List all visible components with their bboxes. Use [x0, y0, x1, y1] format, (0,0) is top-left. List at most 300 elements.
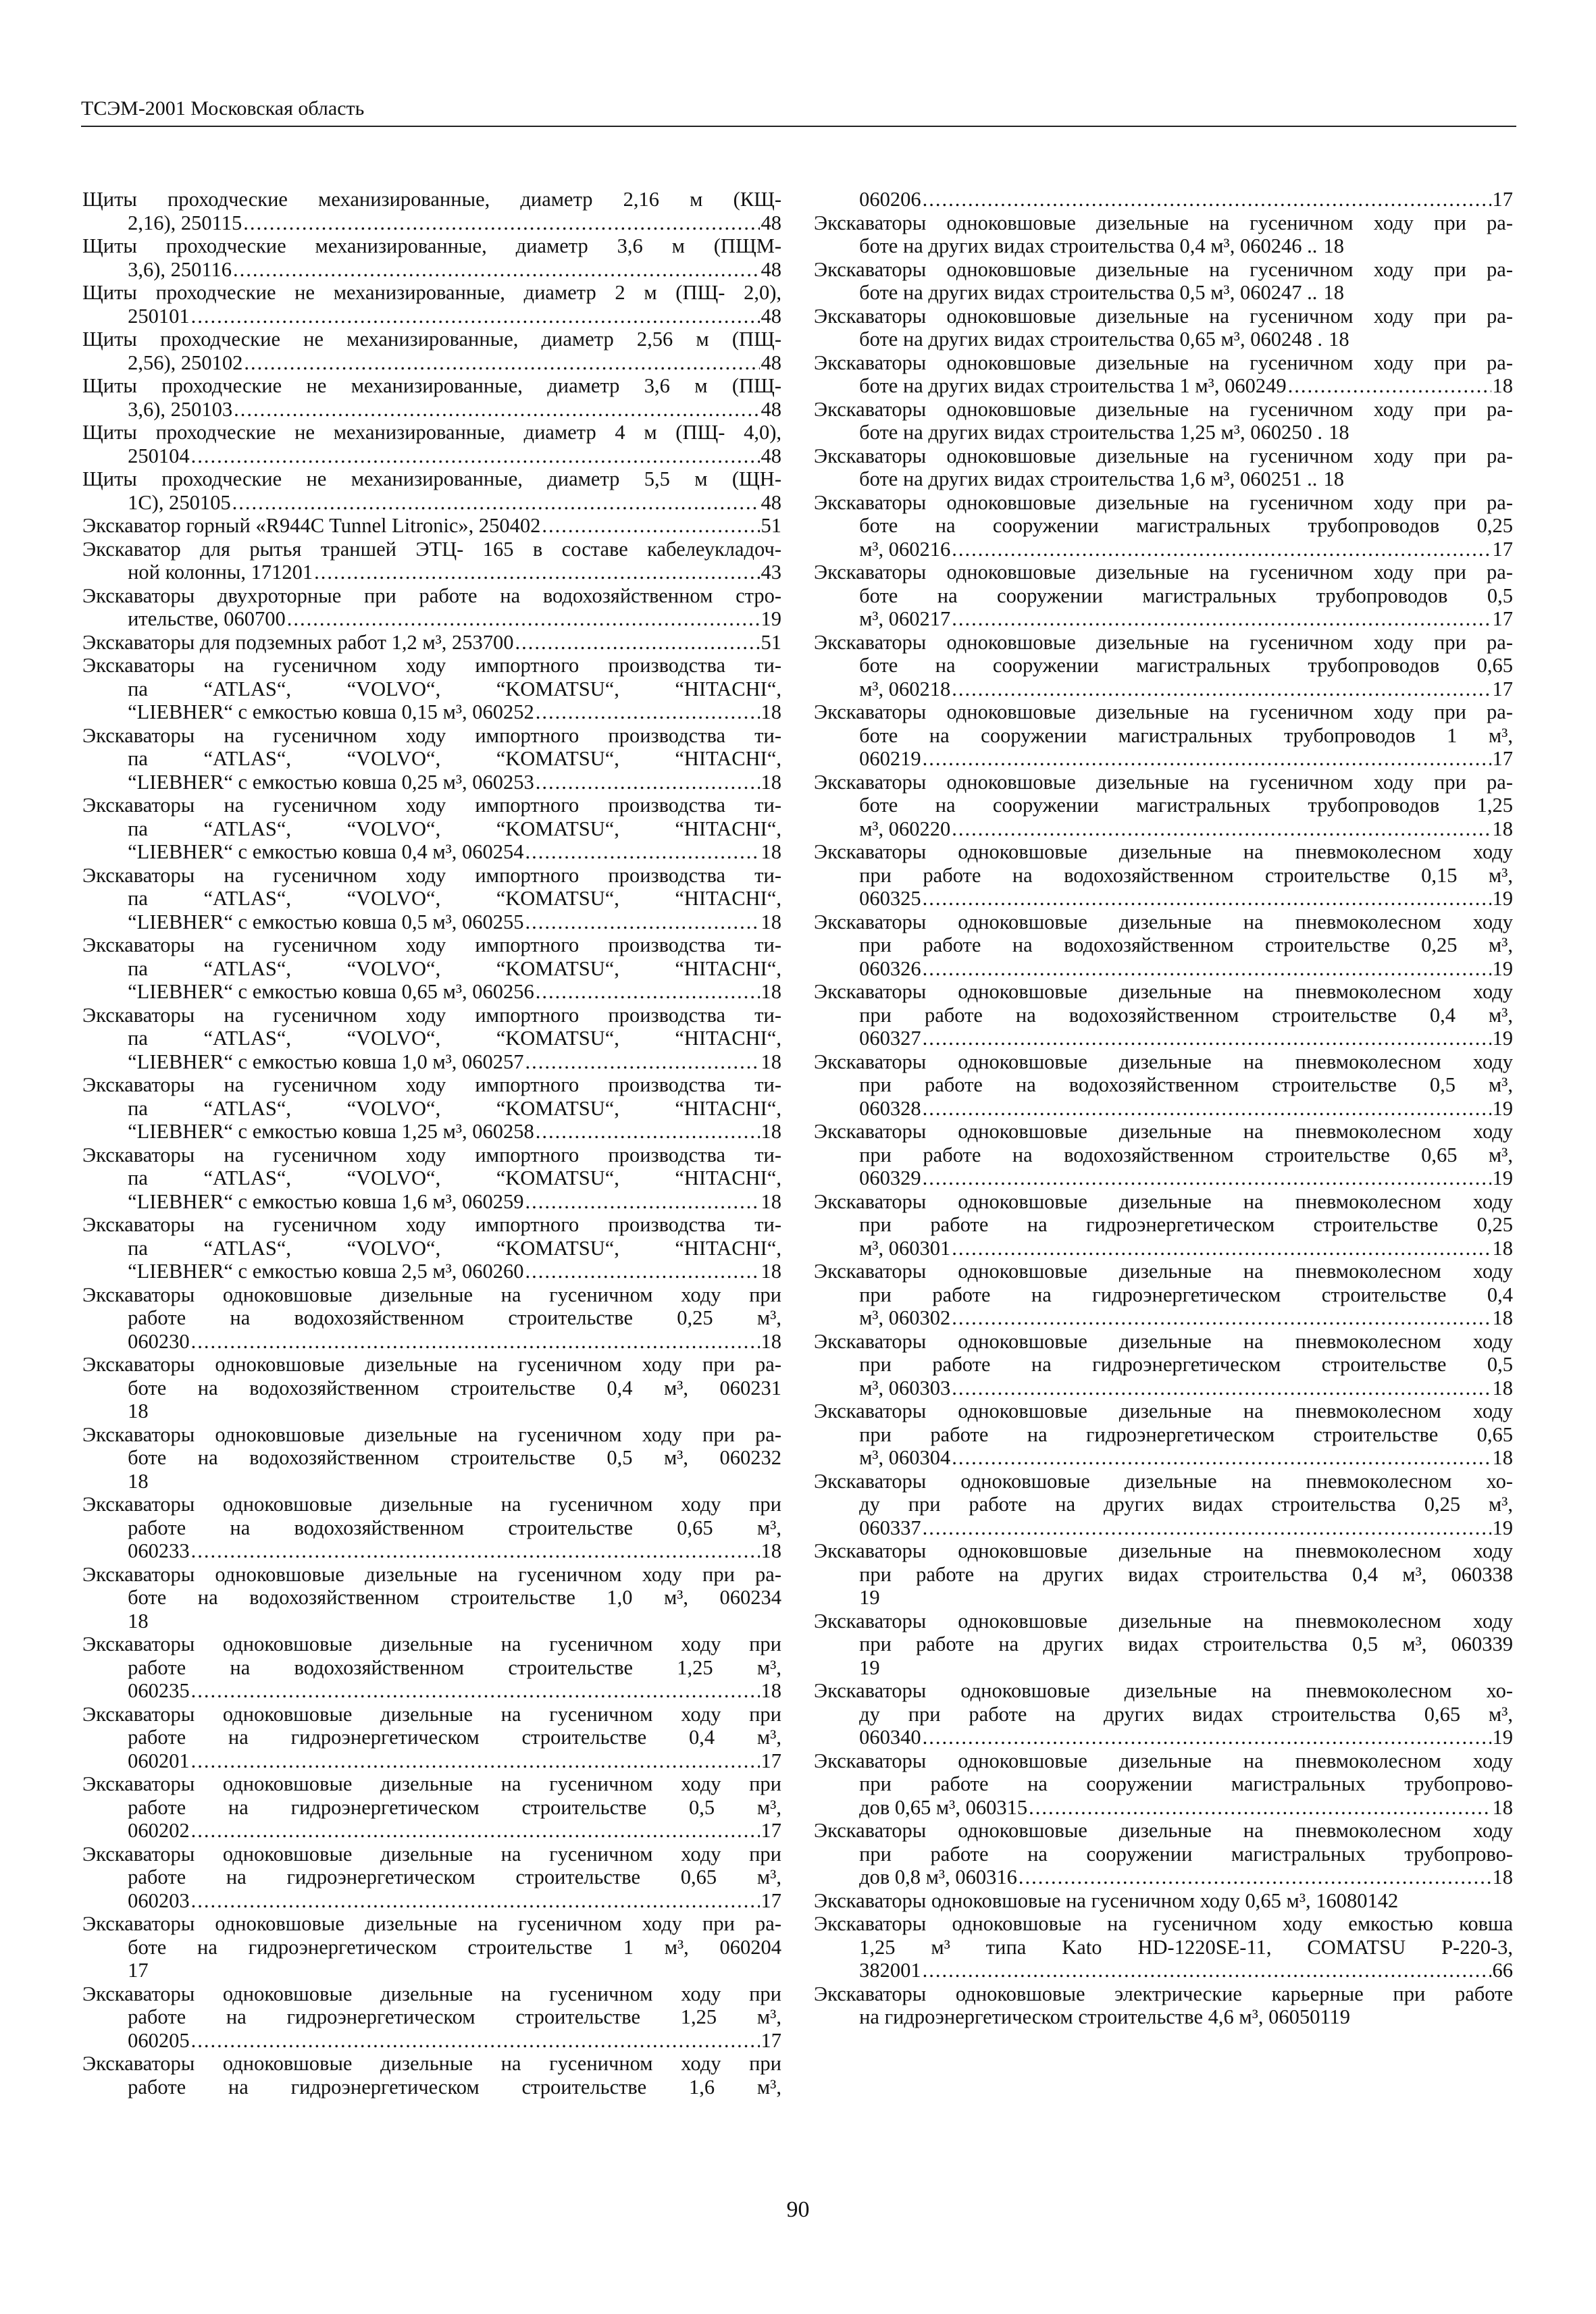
index-entry	[814, 1470, 1513, 1540]
index-entry-last-line	[859, 817, 1513, 841]
running-header: ТСЭМ-2001 Московская область	[81, 97, 365, 120]
index-entry-text: 3,6), 250116	[128, 257, 232, 281]
index-entry-continuation: боте на водохозяйственном строительстве 0,4 м³, 060231	[128, 1376, 781, 1399]
index-entry-text: “LIEBHER“ с емкостью ковша 1,6 м³, 060259	[128, 1189, 524, 1213]
index-column-left	[82, 188, 781, 2099]
index-page-ref: 19	[761, 607, 781, 630]
index-entry	[82, 864, 781, 934]
dot-leader	[191, 1889, 760, 1913]
index-entry-text: 060329	[859, 1166, 921, 1189]
index-page-ref: 48	[761, 490, 781, 514]
index-entry-heading: Экскаваторы одноковшовые дизельные на гусеничном ходу при ра-	[814, 630, 1513, 654]
index-entry-continuation: при работе на водохозяйственном строительстве 0,15 м³,	[859, 863, 1513, 887]
index-entry-text: боте на других видах строительства 0,5 м³, 060247 ..	[859, 281, 1318, 304]
index-entry-text: 060201	[128, 1749, 190, 1772]
index-entry-heading: Экскаваторы на гусеничном ходу импортного производства ти-	[82, 1213, 781, 1236]
index-entry-last-line	[128, 1050, 781, 1074]
index-entry	[814, 631, 1513, 701]
dot-leader	[923, 1027, 1491, 1050]
index-entry-heading: Экскаваторы одноковшовые дизельные на гусеничном ходу при ра-	[814, 770, 1513, 794]
index-entry	[82, 188, 781, 234]
index-entry-last-line	[128, 1749, 781, 1773]
index-entry-last-line	[128, 980, 781, 1004]
index-entry	[82, 467, 781, 514]
dot-leader	[923, 1959, 1491, 1982]
index-entry	[814, 561, 1513, 631]
index-entry-last-line	[859, 1516, 1513, 1540]
index-page-ref: 19	[1492, 956, 1513, 980]
index-entry-last-line	[128, 771, 781, 794]
dot-leader	[191, 1539, 760, 1563]
index-entry-continuation: при работе на гидроэнергетическом строительстве 0,65	[859, 1422, 1513, 1446]
dot-leader	[923, 1166, 1491, 1190]
index-entry-last-line	[128, 305, 781, 328]
index-entry	[814, 258, 1513, 305]
index-entry-last-line	[814, 1889, 1513, 1913]
index-entry-text: м³, 060303	[859, 1376, 951, 1399]
index-entry-heading: Экскаваторы одноковшовые дизельные на гусеничном ходу при ра-	[82, 1353, 781, 1376]
index-entry	[814, 1679, 1513, 1749]
index-entry-last-line	[859, 421, 1513, 444]
index-entry-heading: Экскаваторы одноковшовые электрические карьерные при работе	[814, 1982, 1513, 2005]
index-page-ref: 19	[1492, 1166, 1513, 1189]
index-page-ref: 18	[1329, 421, 1349, 444]
index-entry-text: ительстве, 060700	[128, 607, 286, 630]
index-entry-last-line	[128, 398, 781, 421]
index-entry-continuation: боте на гидроэнергетическом строительстве 1 м³, 060204	[128, 1935, 781, 1959]
index-entry-text: 060326	[859, 956, 921, 980]
index-entry-text: “LIEBHER“ с емкостью ковша 0,15 м³, 060252	[128, 700, 534, 723]
dot-leader	[923, 1726, 1491, 1749]
index-page-ref: 17	[1492, 607, 1513, 630]
index-entry-last-line	[128, 1190, 781, 1214]
index-entry-text: 060325	[859, 887, 921, 910]
index-entry-continuation: при работе на сооружении магистральных трубопрово-	[859, 1842, 1513, 1866]
index-entry-continuation: па “ATLAS“, “VOLVO“, “KOMATSU“, “HITACHI“,	[128, 956, 781, 980]
index-entry	[814, 1982, 1513, 2029]
index-page-ref: 18	[1323, 281, 1344, 304]
index-entry-last-line	[859, 1796, 1513, 1820]
index-entry	[82, 1073, 781, 1143]
index-entry-heading: Экскаваторы одноковшовые дизельные на пневмоколесном ходу	[814, 1609, 1513, 1632]
dot-leader	[233, 258, 760, 282]
index-entry-continuation: па “ATLAS“, “VOLVO“, “KOMATSU“, “HITACHI“,	[128, 1166, 781, 1189]
index-entry-continuation: работе на гидроэнергетическом строительстве 0,5 м³,	[128, 1795, 781, 1819]
dot-leader	[952, 538, 1491, 561]
index-entry-heading: Экскаваторы одноковшовые дизельные на гусеничном ходу при ра-	[814, 351, 1513, 374]
index-page-ref: 18	[1492, 1866, 1513, 1888]
dot-leader	[1288, 374, 1491, 398]
index-entry-last-line	[82, 631, 781, 654]
index-entry-heading: Щиты проходческие механизированные, диаметр 3,6 м (ПЩМ-	[82, 234, 781, 257]
index-entry	[82, 1912, 781, 1982]
index-entry-text: 17	[128, 1959, 149, 1982]
index-entry-last-line	[128, 2029, 781, 2053]
index-entry	[814, 1260, 1513, 1330]
index-entry-continuation: 1,25 м³ типа Kato HD-1220SE-11, COMATSU P-220-3,	[859, 1935, 1513, 1959]
index-entry-text: 060230	[128, 1329, 190, 1353]
dot-leader	[923, 957, 1491, 981]
index-entry	[814, 491, 1513, 561]
index-entry-text: 060206	[859, 188, 921, 211]
index-page-ref: 17	[761, 1749, 781, 1772]
dot-leader	[923, 887, 1491, 910]
index-entry-text: 250101	[128, 304, 190, 328]
index-entry	[814, 980, 1513, 1050]
index-entry-text: 060235	[128, 1679, 190, 1702]
index-entry-continuation: боте на сооружении магистральных трубопроводов 1 м³,	[859, 723, 1513, 747]
index-entry	[814, 771, 1513, 841]
index-entry-heading: Экскаваторы одноковшовые дизельные на гусеничном ходу при ра-	[82, 1562, 781, 1586]
index-entry-continuation: боте на сооружении магистральных трубопроводов 0,25	[859, 514, 1513, 537]
index-entry-text: м³, 060220	[859, 817, 951, 840]
index-entry-last-line	[128, 258, 781, 282]
index-entry-text: 1С), 250105	[128, 490, 231, 514]
index-entry	[814, 1889, 1513, 1913]
index-entry-last-line	[859, 1726, 1513, 1749]
index-entry-heading: Экскаваторы одноковшовые дизельные на гусеничном ходу при	[82, 1632, 781, 1655]
dot-leader	[314, 561, 759, 584]
index-entry-text: Экскаваторы одноковшовые на гусеничном ходу 0,65 м³, 16080142	[814, 1888, 1399, 1912]
index-entry-last-line	[859, 1097, 1513, 1121]
dot-leader	[525, 910, 760, 934]
index-entry-heading: Экскаваторы на гусеничном ходу импортного производства ти-	[82, 1073, 781, 1096]
index-entry	[82, 281, 781, 328]
index-entry-heading: Экскаваторы одноковшовые дизельные на пневмоколесном ходу	[814, 980, 1513, 1003]
index-entry-text: на гидроэнергетическом строительстве 4,6 м³, 06050119	[859, 2005, 1350, 2028]
index-entry-continuation: па “ATLAS“, “VOLVO“, “KOMATSU“, “HITACHI“,	[128, 887, 781, 910]
index-page-ref: 18	[761, 1189, 781, 1213]
index-page-ref: 18	[761, 980, 781, 1003]
index-entry-last-line	[128, 1610, 781, 1633]
dot-leader	[542, 514, 759, 538]
index-entry-text: “LIEBHER“ с емкостью ковша 2,5 м³, 060260	[128, 1260, 524, 1283]
index-entry-text: боте на других видах строительства 0,65 м³, 060248 .	[859, 328, 1322, 351]
index-page-ref: 18	[761, 1679, 781, 1702]
index-entry-continuation: ду при работе на других видах строительства 0,65 м³,	[859, 1702, 1513, 1726]
index-entry-continuation: па “ATLAS“, “VOLVO“, “KOMATSU“, “HITACHI“,	[128, 1096, 781, 1120]
dot-leader	[525, 840, 760, 864]
index-entry	[82, 654, 781, 724]
index-entry-continuation: боте на водохозяйственном строительстве 1,0 м³, 060234	[128, 1586, 781, 1609]
index-page-ref: 18	[761, 1260, 781, 1283]
index-entry-heading: Экскаваторы одноковшовые дизельные на гусеничном ходу при ра-	[814, 444, 1513, 467]
index-entry-last-line	[82, 514, 781, 538]
index-entry	[82, 584, 781, 631]
index-entry-heading: Экскаваторы одноковшовые дизельные на пневмоколесном ходу	[814, 1120, 1513, 1143]
index-entry-heading: Экскаваторы двухроторные при работе на водохозяйственном стро-	[82, 584, 781, 607]
index-entry-last-line	[128, 700, 781, 724]
index-entry	[814, 351, 1513, 398]
index-entry-text: м³, 060302	[859, 1306, 951, 1329]
index-page-ref: 18	[1323, 467, 1344, 490]
index-entry	[82, 631, 781, 654]
index-entry	[82, 1004, 781, 1074]
index-entry-heading: Экскаваторы одноковшовые на гусеничном ходу емкостью ковша	[814, 1912, 1513, 1935]
index-entry-text: “LIEBHER“ с емкостью ковша 1,0 м³, 060257	[128, 1050, 524, 1073]
index-entry-last-line	[128, 351, 781, 375]
dot-leader	[1029, 1796, 1491, 1820]
index-entry-heading: Щиты проходческие не механизированные, диаметр 2 м (ПЩ- 2,0),	[82, 281, 781, 304]
index-entry	[814, 1610, 1513, 1680]
index-entry-last-line	[128, 444, 781, 468]
dot-leader	[923, 1516, 1491, 1540]
index-entry-text: 060340	[859, 1726, 921, 1749]
index-entry	[814, 1539, 1513, 1610]
index-entry	[814, 1050, 1513, 1121]
index-entry-continuation: при работе на гидроэнергетическом строительстве 0,5	[859, 1353, 1513, 1376]
index-entry	[82, 2052, 781, 2099]
index-page-ref: 17	[761, 1888, 781, 1912]
index-entry-heading: Экскаваторы одноковшовые дизельные на гусеничном ходу при	[82, 1772, 781, 1795]
dot-leader	[234, 398, 759, 421]
dot-leader	[1019, 1866, 1491, 1889]
index-entry	[814, 211, 1513, 258]
index-entry-last-line	[859, 1166, 1513, 1190]
index-entry-continuation: при работе на сооружении магистральных трубопрово-	[859, 1772, 1513, 1795]
index-entry-last-line	[859, 747, 1513, 771]
index-entry	[82, 1563, 781, 1633]
index-entry-heading: Экскаваторы одноковшовые дизельные на пневмоколесном ходу	[814, 1050, 1513, 1073]
index-entry-text: 060219	[859, 747, 921, 770]
index-entry	[82, 538, 781, 584]
index-entry-heading: Экскаваторы одноковшовые дизельные на гусеничном ходу при	[82, 2052, 781, 2075]
index-page-ref: 51	[761, 514, 781, 537]
index-entry-heading: Экскаваторы на гусеничном ходу импортного производства ти-	[82, 723, 781, 747]
index-entry	[814, 840, 1513, 910]
index-entry	[814, 1912, 1513, 1982]
index-entry-last-line	[859, 281, 1513, 305]
index-entry-heading: Экскаваторы одноковшовые дизельные на гусеничном ходу при ра-	[814, 700, 1513, 723]
index-entry	[814, 398, 1513, 444]
index-entry-text: м³, 060217	[859, 607, 951, 630]
index-page-ref: 17	[1492, 747, 1513, 770]
index-entry-heading: Экскаваторы одноковшовые дизельные на гусеничном ходу при	[82, 1842, 781, 1866]
index-entry	[82, 1982, 781, 2053]
dot-leader	[525, 1260, 760, 1283]
index-entry-text: Экскаватор горный «R944C Tunnel Litronic», 250402	[82, 514, 541, 537]
index-entry-last-line	[859, 957, 1513, 981]
dot-leader	[191, 305, 760, 328]
index-entry-text: м³, 060216	[859, 537, 951, 561]
dot-leader	[536, 980, 760, 1004]
index-entry-heading: Экскаваторы на гусеничном ходу импортного производства ти-	[82, 794, 781, 817]
index-entry-last-line	[859, 1377, 1513, 1400]
index-page-ref: 17	[1492, 677, 1513, 700]
index-entry-heading: Экскаваторы одноковшовые дизельные на пневмоколесном ходу	[814, 1399, 1513, 1422]
index-entry	[82, 933, 781, 1004]
index-entry	[82, 1423, 781, 1493]
index-entry-heading: Экскаваторы одноковшовые дизельные на гусеничном ходу при ра-	[82, 1912, 781, 1935]
index-page-ref: 48	[761, 397, 781, 421]
index-page-ref: 18	[761, 700, 781, 723]
index-entry-heading: Экскаваторы одноковшовые дизельные на пневмоколесном ходу	[814, 910, 1513, 933]
index-entry-last-line	[859, 1656, 1513, 1680]
dot-leader	[923, 188, 1491, 211]
index-entry-last-line	[128, 1889, 781, 1913]
index-entry-heading: Экскаваторы одноковшовые дизельные на гусеничном ходу при ра-	[814, 211, 1513, 234]
index-entry-last-line	[859, 467, 1513, 491]
index-entry-last-line	[128, 910, 781, 934]
index-entry-last-line	[859, 1027, 1513, 1050]
index-entry-heading: Экскаваторы одноковшовые дизельные на пневмоколесном ходу	[814, 840, 1513, 863]
index-page-ref: 66	[1492, 1959, 1513, 1982]
index-entry-continuation: работе на гидроэнергетическом строительстве 1,25 м³,	[128, 2005, 781, 2028]
index-entry	[82, 1493, 781, 1563]
index-entry-text: “LIEBHER“ с емкостью ковша 0,4 м³, 060254	[128, 840, 524, 863]
dot-leader	[191, 1819, 760, 1843]
index-page-ref: 17	[1492, 537, 1513, 561]
dot-leader	[952, 607, 1491, 631]
index-entry-heading: Щиты проходческие не механизированные, диаметр 5,5 м (ЩН-	[82, 467, 781, 490]
dot-leader	[536, 700, 760, 724]
dot-leader	[243, 211, 759, 235]
index-entry-text: 060337	[859, 1516, 921, 1539]
index-page-ref: 18	[1492, 1446, 1513, 1469]
dot-leader	[232, 491, 760, 515]
index-page-ref: 18	[761, 840, 781, 863]
index-page-ref: 18	[1329, 328, 1349, 351]
index-entry-text: Экскаваторы для подземных работ 1,2 м³, 253700	[82, 630, 514, 654]
index-entry-heading: Экскаваторы одноковшовые дизельные на гусеничном ходу при ра-	[814, 304, 1513, 328]
index-entry-last-line	[128, 561, 781, 584]
index-page-ref: 18	[1492, 374, 1513, 397]
index-entry	[82, 794, 781, 864]
index-page-ref: 48	[761, 304, 781, 328]
index-entry-heading: Экскаваторы одноковшовые дизельные на пневмоколесном ходу	[814, 1260, 1513, 1283]
index-entry-continuation: при работе на других видах строительства 0,5 м³, 060339	[859, 1632, 1513, 1655]
index-entry-continuation: па “ATLAS“, “VOLVO“, “KOMATSU“, “HITACHI“,	[128, 747, 781, 770]
index-entry-continuation: работе на водохозяйственном строительстве 0,25 м³,	[128, 1306, 781, 1329]
index-entry-heading: Щиты проходческие не механизированные, диаметр 2,56 м (ПЩ-	[82, 328, 781, 351]
index-entry	[82, 1843, 781, 1913]
index-entry-continuation: при работе на водохозяйственном строительстве 0,65 м³,	[859, 1143, 1513, 1166]
dot-leader	[952, 1306, 1491, 1330]
dot-leader	[952, 817, 1491, 841]
index-entry	[814, 1819, 1513, 1889]
index-entry-heading: Экскаваторы одноковшовые дизельные на гусеничном ходу при ра-	[814, 397, 1513, 421]
index-entry-last-line	[859, 538, 1513, 561]
index-entry-heading: Экскаваторы одноковшовые дизельные на гусеничном ходу при ра-	[814, 561, 1513, 584]
index-entry-text: 2,56), 250102	[128, 351, 243, 374]
index-entry-continuation: па “ATLAS“, “VOLVO“, “KOMATSU“, “HITACHI“,	[128, 817, 781, 840]
dot-leader	[525, 1190, 760, 1214]
index-entry-continuation: работе на водохозяйственном строительстве 1,25 м³,	[128, 1655, 781, 1679]
index-entry-text: м³, 060304	[859, 1446, 951, 1469]
index-entry-last-line	[859, 1306, 1513, 1330]
index-entry-text: 060202	[128, 1819, 190, 1842]
index-entry	[82, 1143, 781, 1214]
index-entry-text: боте на других видах строительства 0,4 м³, 060246 ..	[859, 234, 1318, 257]
index-page-ref: 43	[761, 561, 781, 584]
index-entry-heading: Экскаваторы одноковшовые дизельные на гусеничном ходу при ра-	[82, 1422, 781, 1446]
index-entry	[82, 1353, 781, 1423]
index-entry-text: 19	[859, 1655, 880, 1679]
index-entry-last-line	[859, 328, 1513, 351]
index-entry-last-line	[859, 1237, 1513, 1260]
index-entry-text: 060205	[128, 2028, 190, 2052]
index-page-ref: 48	[761, 351, 781, 374]
index-entry-continuation: боте на сооружении магистральных трубопроводов 0,5	[859, 584, 1513, 607]
index-page-ref: 18	[1492, 1236, 1513, 1260]
index-entry-text: м³, 060301	[859, 1236, 951, 1260]
dot-leader	[191, 1330, 760, 1354]
index-entry-last-line	[128, 1330, 781, 1354]
index-entry	[82, 328, 781, 374]
dot-leader	[191, 444, 760, 468]
index-page-ref: 18	[1492, 1376, 1513, 1399]
index-entry-last-line	[859, 2005, 1513, 2029]
index-entry	[814, 305, 1513, 351]
index-page-ref: 18	[761, 770, 781, 794]
index-entry-last-line	[128, 607, 781, 631]
index-entry	[82, 1632, 781, 1703]
dot-leader	[191, 2029, 760, 2053]
index-entry-text: 3,6), 250103	[128, 397, 233, 421]
index-entry-continuation: боте на водохозяйственном строительстве 0,5 м³, 060232	[128, 1446, 781, 1469]
index-entry-last-line	[128, 1120, 781, 1143]
index-entry	[82, 421, 781, 467]
index-entry-last-line	[128, 491, 781, 515]
index-entry-text: м³, 060218	[859, 677, 951, 700]
index-page-ref: 18	[761, 910, 781, 933]
index-entry-heading: Экскаваторы одноковшовые дизельные на пневмоколесном ходу	[814, 1329, 1513, 1353]
index-entry-heading: Экскаваторы одноковшовые дизельные на гусеничном ходу при	[82, 1493, 781, 1516]
dot-leader	[525, 1050, 760, 1074]
index-entry-heading: Щиты проходческие не механизированные, диаметр 3,6 м (ПЩ-	[82, 374, 781, 397]
index-entry-heading: Экскаваторы одноковшовые дизельные на гусеничном ходу при ра-	[814, 490, 1513, 514]
index-entry-continuation: па “ATLAS“, “VOLVO“, “KOMATSU“, “HITACHI“,	[128, 1027, 781, 1050]
index-entry-last-line	[128, 1539, 781, 1563]
index-entry	[82, 1213, 781, 1283]
index-entry	[82, 514, 781, 538]
index-entry	[814, 910, 1513, 981]
index-entry-heading: Экскаваторы на гусеничном ходу импортного производства ти-	[82, 933, 781, 956]
dot-leader	[952, 1237, 1491, 1260]
index-entry-continuation: па “ATLAS“, “VOLVO“, “KOMATSU“, “HITACHI“,	[128, 1236, 781, 1260]
index-entry-text: боте на других видах строительства 1,25 м³, 060250 .	[859, 421, 1322, 444]
index-entry-continuation: боте на сооружении магистральных трубопроводов 0,65	[859, 654, 1513, 677]
index-entry-last-line	[128, 211, 781, 235]
index-page-ref: 18	[1492, 1795, 1513, 1819]
dot-leader	[952, 1377, 1491, 1400]
index-entry-continuation: боте на сооружении магистральных трубопроводов 1,25	[859, 794, 1513, 817]
index-column-right	[814, 188, 1513, 2029]
index-entry-text: 060203	[128, 1888, 190, 1912]
index-entry	[82, 724, 781, 794]
index-entry-last-line	[859, 374, 1513, 398]
index-entry-text: “LIEBHER“ с емкостью ковша 0,65 м³, 060256	[128, 980, 534, 1003]
index-entry-heading: Экскаваторы одноковшовые дизельные на гусеничном ходу при	[82, 1982, 781, 2005]
index-entry-continuation: па “ATLAS“, “VOLVO“, “KOMATSU“, “HITACHI“,	[128, 677, 781, 700]
index-entry-heading: Экскаваторы одноковшовые дизельные на гусеничном ходу при ра-	[814, 257, 1513, 281]
index-page-ref: 48	[761, 211, 781, 234]
index-entry-text: дов 0,8 м³, 060316	[859, 1866, 1017, 1888]
index-entry	[814, 1190, 1513, 1260]
index-page-ref: 18	[1492, 817, 1513, 840]
dot-leader	[536, 1120, 760, 1143]
index-entry-text: 18	[128, 1469, 149, 1493]
index-entry-continuation: ду при работе на других видах строительства 0,25 м³,	[859, 1493, 1513, 1516]
index-entry-last-line	[128, 1260, 781, 1283]
index-entry-heading: Экскаваторы одноковшовые дизельные на пневмоколесном хо-	[814, 1679, 1513, 1702]
index-entry-last-line	[128, 1819, 781, 1843]
index-entry	[814, 444, 1513, 491]
index-page-ref: 17	[1492, 188, 1513, 211]
index-entry	[814, 700, 1513, 771]
index-entry	[82, 1703, 781, 1773]
index-entry-continuation: при работе на других видах строительства 0,4 м³, 060338	[859, 1562, 1513, 1586]
